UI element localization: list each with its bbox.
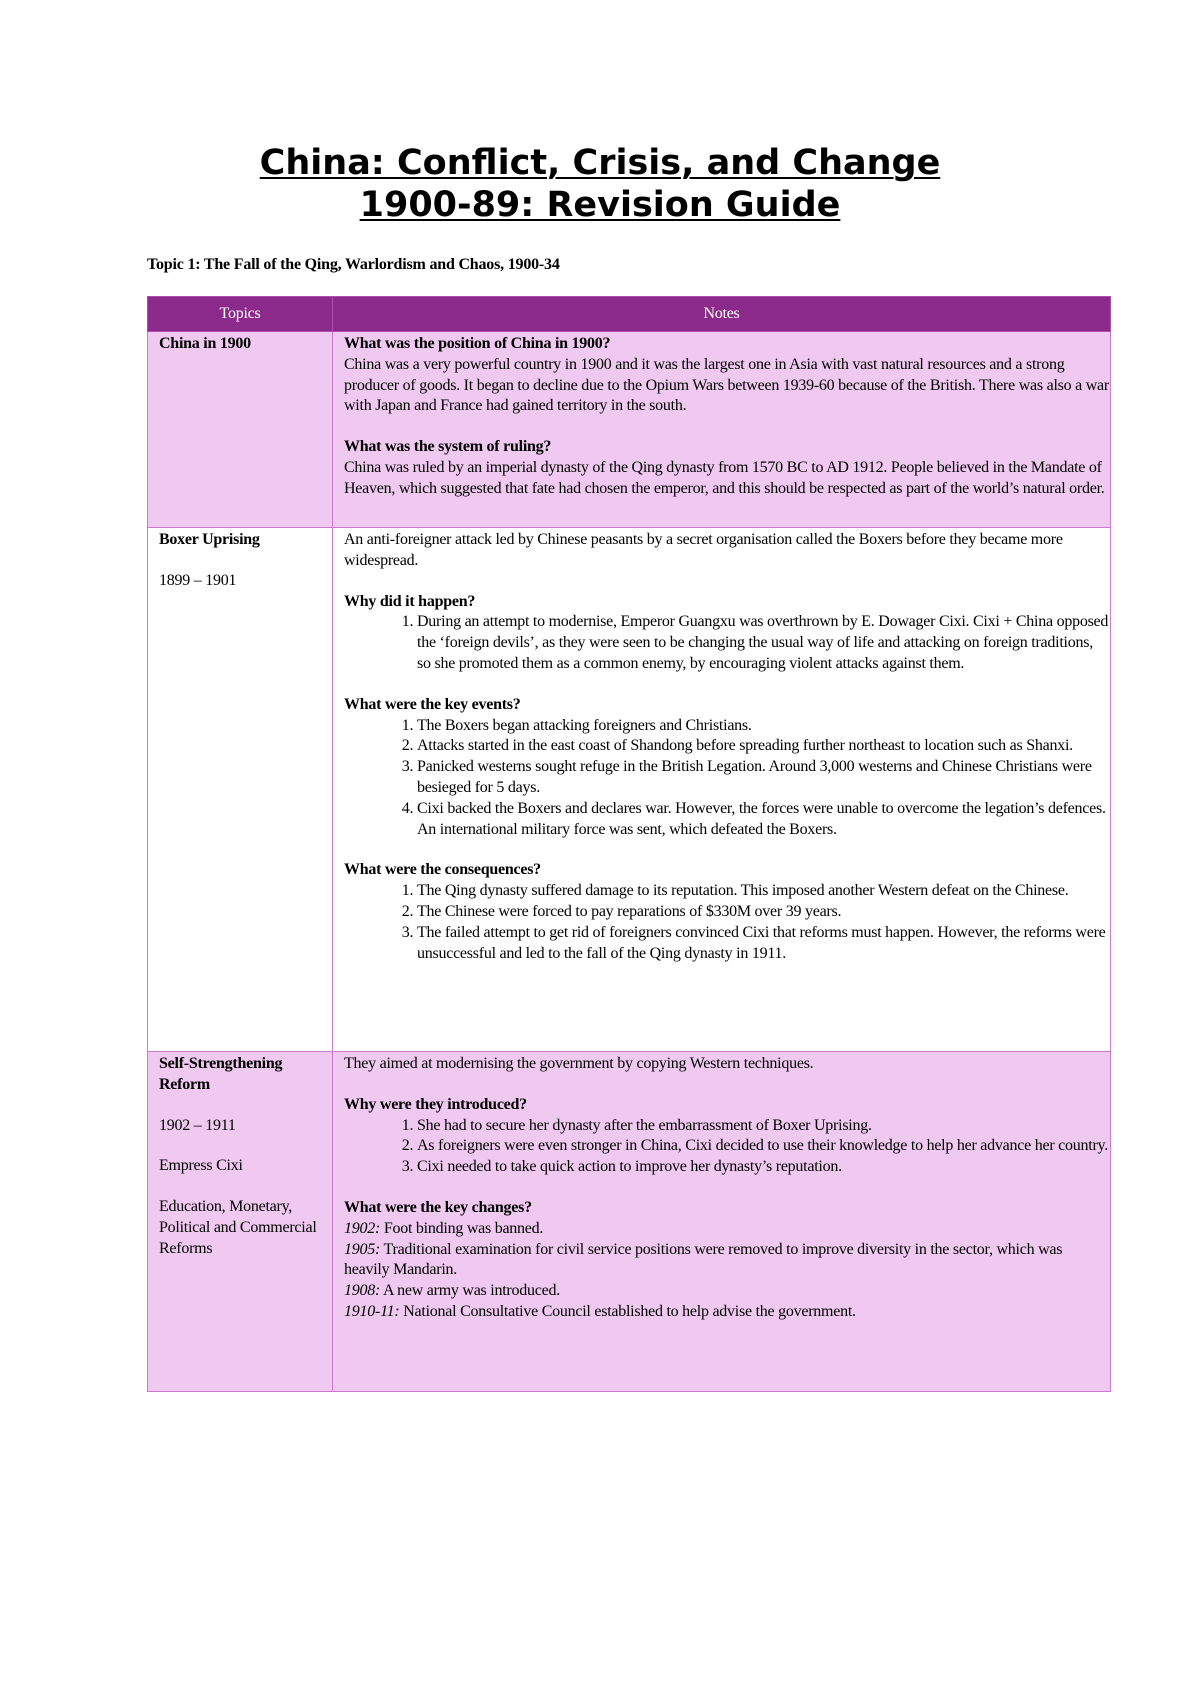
change-text: Traditional examination for civil service positions were removed to improve diversity in the sector, which was heavily Mandarin. (344, 1240, 1063, 1279)
list-item: 1. The Boxers began attacking foreigners and Christians. (417, 716, 1110, 737)
notes-cell (333, 1052, 1111, 1392)
list-item: 2. The Chinese were forced to pay reparations of $330M over 39 years. (417, 902, 1110, 923)
notes-cell (333, 332, 1111, 528)
topic-label: Boxer Uprising (159, 531, 260, 548)
topic-areas: Education, Monetary, Political and Commercial Reforms (159, 1198, 317, 1257)
topic-person: Empress Cixi (159, 1157, 243, 1175)
revision-table (147, 296, 1111, 1392)
notes-paragraph: They aimed at modernising the government by copying Western techniques. (344, 1055, 814, 1072)
notes-paragraph: China was ruled by an imperial dynasty of the Qing dynasty from 1570 BC to AD 1912. People believed in the Mandate of Heaven, which suggested that fate had chosen the emperor, and this should be respected as part of the world’s natural order. (344, 458, 1105, 497)
question-heading: What were the consequences? (344, 861, 541, 879)
notes-paragraph: An anti-foreigner attack led by Chinese peasants by a secret organisation called the Boxers before they became more widespread. (344, 531, 1063, 569)
document-title (0, 142, 1200, 226)
list-item: 2. As foreigners were even stronger in China, Cixi decided to use their knowledge to help her advance her country. (417, 1136, 1110, 1157)
list-item: 1. The Qing dynasty suffered damage to its reputation. This imposed another Western defeat on the Chinese. (417, 881, 1110, 902)
table-row-self-strengthening (148, 1052, 1111, 1392)
topic-label: China in 1900 (159, 335, 251, 352)
change-text: National Consultative Council established to help advise the government. (399, 1302, 856, 1320)
numbered-list (344, 716, 1110, 841)
question-heading: What was the position of China in 1900? (344, 335, 611, 352)
header-topics: Topics (148, 297, 333, 332)
list-item: 1. She had to secure her dynasty after the embarrassment of Boxer Uprising. (417, 1116, 1110, 1137)
numbered-list (344, 1116, 1110, 1178)
change-entry (344, 1281, 1110, 1302)
numbered-list (344, 881, 1110, 964)
change-year: 1902: (344, 1219, 381, 1237)
list-item: 3. Panicked westerns sought refuge in the British Legation. Around 3,000 westerns and Chinese Christians were besieged for 5 days. (417, 757, 1110, 799)
question-heading: What was the system of ruling? (344, 438, 552, 456)
topic-cell (148, 1052, 333, 1392)
question-heading: Why were they introduced? (344, 1095, 527, 1113)
change-text: A new army was introduced. (380, 1282, 560, 1300)
topic-heading: Topic 1: The Fall of the Qing, Warlordism and Chaos, 1900-34 (147, 256, 560, 273)
list-item: 4. Cixi backed the Boxers and declares war. However, the forces were unable to overcome the legation’s defences. An international military force was sent, which defeated the Boxers. (417, 799, 1110, 841)
topic-dates: 1902 – 1911 (159, 1116, 236, 1134)
topic-label: Self-Strengthening Reform (159, 1055, 283, 1093)
question-heading: What were the key changes? (344, 1198, 532, 1216)
title-line-1: China: Conflict, Crisis, and Change (259, 143, 941, 183)
topic-cell (148, 528, 333, 1052)
change-entry (344, 1240, 1110, 1282)
notes-paragraph: China was a very powerful country in 1900 and it was the largest one in Asia with vast natural resources and a strong producer of goods. It began to decline due to the Opium Wars between 1939-60 because of the British. There was also a war with Japan and France had gained territory in the south. (344, 355, 1109, 415)
table-header-row (148, 297, 1111, 332)
change-entry (344, 1302, 1110, 1323)
change-year: 1908: (344, 1282, 381, 1300)
table-row-china-1900 (148, 332, 1111, 528)
change-year: 1910-11: (344, 1302, 400, 1320)
list-item: 2. Attacks started in the east coast of Shandong before spreading further northeast to location such as Shanxi. (417, 736, 1110, 757)
list-item: 1. During an attempt to modernise, Emperor Guangxu was overthrown by E. Dowager Cixi. Cixi + China opposed the ‘foreign devils’, as they were seen to be changing the usual way of life and attacking on foreign traditions, so she promoted them as a common enemy, by encouraging violent attacks against them. (417, 612, 1110, 674)
question-heading: Why did it happen? (344, 592, 476, 610)
change-year: 1905: (344, 1240, 381, 1258)
change-text: Foot binding was banned. (380, 1219, 544, 1237)
title-line-2: 1900-89: Revision Guide (359, 185, 841, 225)
change-entry (344, 1219, 1110, 1240)
topic-cell (148, 332, 333, 528)
list-item: 3. The failed attempt to get rid of foreigners convinced Cixi that reforms must happen. However, the reforms were unsuccessful and led to the fall of the Qing dynasty in 1911. (417, 923, 1110, 965)
header-notes: Notes (333, 297, 1111, 332)
notes-cell (333, 528, 1111, 1052)
topic-dates: 1899 – 1901 (159, 571, 237, 589)
numbered-list (344, 612, 1110, 674)
question-heading: What were the key events? (344, 695, 521, 713)
list-item: 3. Cixi needed to take quick action to improve her dynasty’s reputation. (417, 1157, 1110, 1178)
table-row-boxer-uprising (148, 528, 1111, 1052)
